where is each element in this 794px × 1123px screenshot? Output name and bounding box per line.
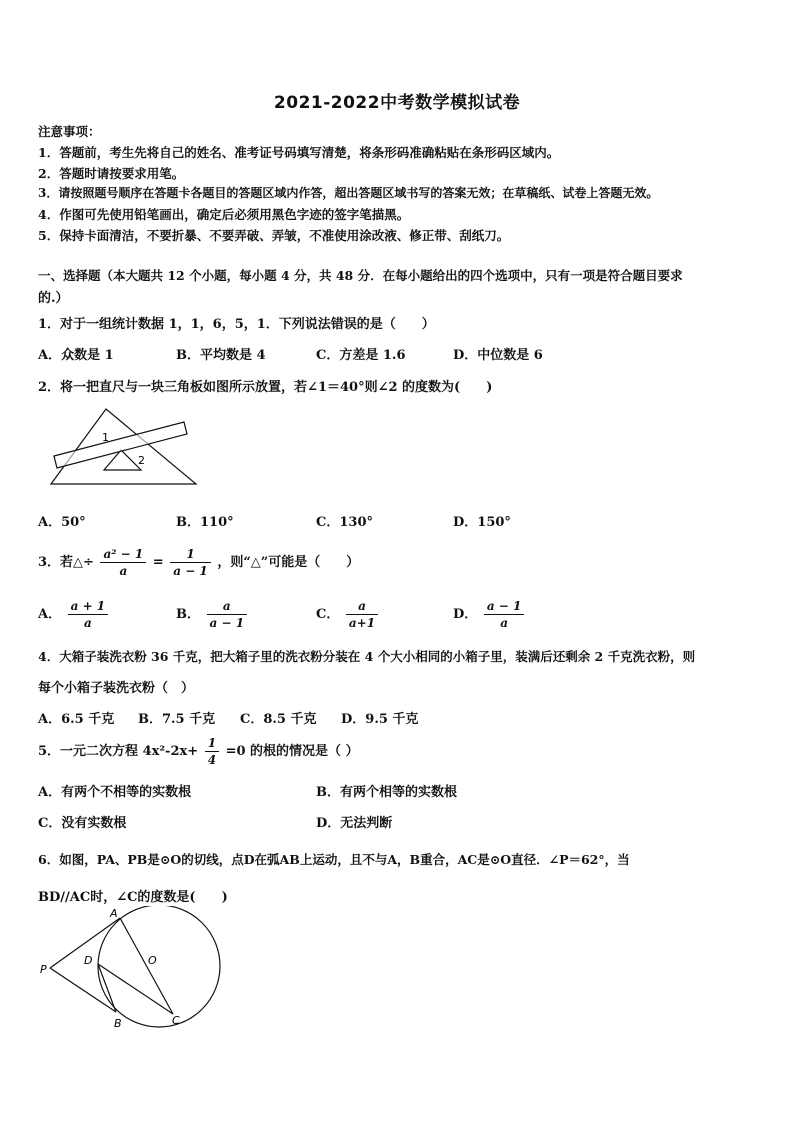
question-5 (38, 735, 359, 768)
notice-item-5: 5．保持卡面清洁，不要折暴、不要弄破、弄皱，不准使用涂改液、修正带、刮纸刀。 (38, 228, 510, 243)
question-6-cont: BD//AC时，∠C的度数是( ) (38, 890, 228, 905)
q3-option-b (176, 598, 249, 631)
figure-label-b: B (114, 1017, 122, 1030)
q5-suffix: =0 的根的情况是（ ） (225, 744, 359, 759)
question-3 (38, 546, 359, 579)
q3-option-a-fraction (68, 598, 109, 631)
q3-prefix: 3．若△÷ (38, 555, 94, 570)
q3-option-d-numerator: a − 1 (486, 599, 522, 613)
circle-tangent-figure (36, 906, 226, 1036)
figure-label-a: A (110, 907, 118, 920)
q5-fraction (205, 735, 219, 768)
question-2: 2．将一把直尺与一块三角板如图所示放置，若∠1＝40°则∠2 的度数为( ) (38, 380, 493, 395)
q3-frac2-numerator: 1 (186, 547, 195, 561)
q3-option-a-denominator: a (68, 614, 109, 631)
q3-option-d-denominator: a (484, 614, 525, 631)
q5-option-b: B．有两个相等的实数根 (316, 785, 457, 800)
q3-fraction-2 (170, 546, 211, 579)
q5-numerator: 1 (207, 736, 217, 750)
q3-option-b-label: B． (176, 607, 200, 622)
q2-option-a: A．50° (38, 515, 86, 530)
q4-option-b: B．7.5 千克 (138, 712, 216, 727)
q5-option-a: A．有两个不相等的实数根 (38, 785, 192, 800)
q3-option-d (453, 598, 526, 631)
notice-heading: 注意事项： (38, 124, 101, 139)
q4-option-a: A．6.5 千克 (38, 712, 115, 727)
notice-item-4: 4．作图可先使用铅笔画出，确定后必须用黑色字迹的签字笔描黑。 (38, 207, 410, 222)
q3-option-b-denominator: a − 1 (207, 614, 248, 631)
figure-label-2: 2 (138, 454, 145, 467)
q5-prefix: 5．一元二次方程 4x²-2x+ (38, 744, 199, 759)
q3-suffix: ，则“△”可能是（ ） (217, 555, 360, 570)
section-heading: 一、选择题（本大题共 12 个小题，每小题 4 分，共 48 分．在每小题给出的四个选项中，只有一项是符合题目要求 (38, 268, 683, 283)
q3-option-c-denominator: a+1 (346, 614, 378, 631)
figure-label-1: 1 (102, 431, 109, 444)
q2-option-d: D．150° (453, 515, 511, 530)
q1-option-d: D．中位数是 6 (453, 348, 543, 363)
notice-item-2: 2．答题时请按要求用笔。 (38, 166, 185, 181)
q3-option-b-fraction (207, 598, 248, 631)
notice-item-3: 3．请按照题号顺序在答题卡各题目的答题区域内作答，超出答题区域书写的答案无效；在草稿纸、试卷上答题无效。 (38, 186, 659, 200)
question-6: 6．如图，PA、PB是⊙O的切线，点D在弧AB上运动，且不与A，B重合，AC是⊙O直径．∠P＝62°，当 (38, 852, 630, 867)
q3-option-b-numerator: a (222, 599, 231, 613)
q5-denominator: 4 (205, 751, 219, 768)
ruler-triangle-figure (46, 404, 206, 494)
q3-option-a-label: A． (38, 607, 62, 622)
q3-option-c-label: C． (316, 607, 340, 622)
q3-frac2-denominator: a − 1 (170, 562, 211, 579)
notice-item-1: 1．答题前，考生先将自己的姓名、准考证号码填写清楚，将条形码准确粘贴在条形码区域内。 (38, 145, 560, 160)
q5-option-d: D．无法判断 (316, 816, 393, 831)
figure-label-d: D (84, 954, 93, 967)
q3-frac1-denominator: a (100, 562, 146, 579)
figure-label-o: O (148, 954, 157, 967)
q4-option-d: D．9.5 千克 (341, 712, 419, 727)
q3-option-c-fraction (346, 598, 378, 631)
q3-option-a-numerator: a + 1 (70, 599, 106, 613)
q2-option-b: B．110° (176, 515, 234, 530)
q2-option-c: C．130° (316, 515, 373, 530)
q3-option-d-fraction (484, 598, 525, 631)
q3-equals: = (152, 555, 164, 570)
q3-option-a (38, 598, 110, 631)
figure-label-p: P (40, 963, 47, 976)
q5-option-c: C．没有实数根 (38, 816, 127, 831)
q1-option-c: C．方差是 1.6 (316, 348, 406, 363)
question-4-cont: 每个小箱子装洗衣粉（ ） (38, 681, 195, 696)
q3-option-d-label: D． (453, 607, 478, 622)
q3-option-c (316, 598, 380, 631)
q1-option-a: A．众数是 1 (38, 348, 114, 363)
section-heading-cont: 的.） (38, 291, 69, 306)
question-1: 1．对于一组统计数据 1，1，6，5，1．下列说法错误的是（ ） (38, 317, 435, 332)
q4-option-c: C．8.5 千克 (240, 712, 317, 727)
q3-option-c-numerator: a (358, 599, 366, 613)
page-title: 2021-2022中考数学模拟试卷 (273, 93, 521, 113)
question-4: 4．大箱子装洗衣粉 36 千克，把大箱子里的洗衣粉分装在 4 个大小相同的小箱子里，装满后还剩余 2 千克洗衣粉，则 (38, 649, 696, 664)
figure-label-c: C (172, 1014, 180, 1027)
q3-frac1-numerator: a² − 1 (103, 547, 144, 561)
q1-option-b: B．平均数是 4 (176, 348, 266, 363)
q3-fraction-1 (100, 546, 146, 579)
